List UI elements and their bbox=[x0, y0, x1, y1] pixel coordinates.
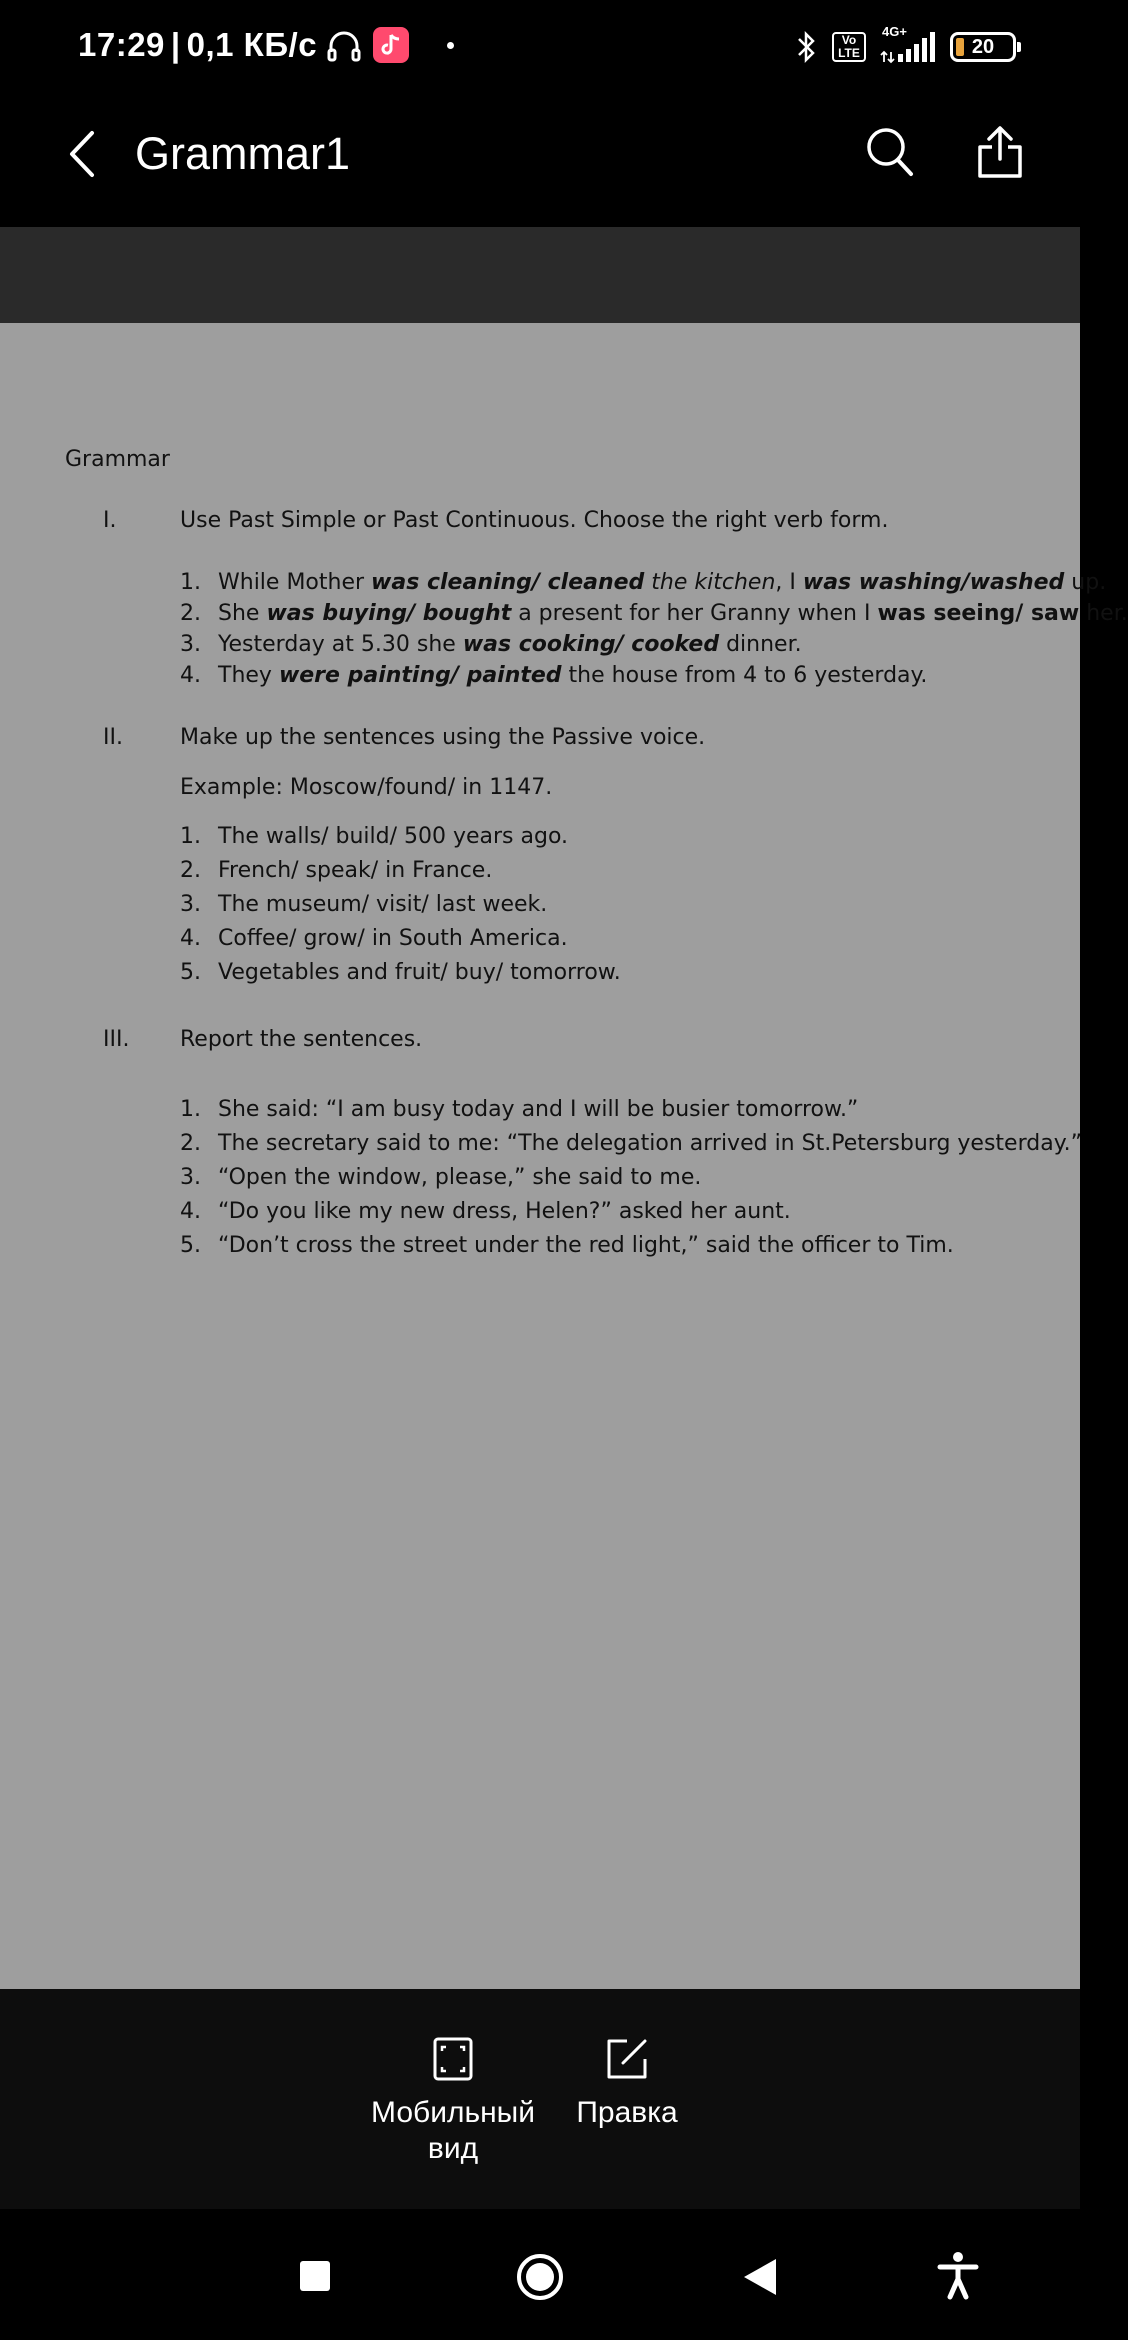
list-item: 3. Yesterday at 5.30 she was cooking/ cooked dinner. bbox=[180, 632, 802, 657]
battery-level: 20 bbox=[971, 35, 995, 58]
list-item: 2. She was buying/ bought a present for her Granny when I was seeing/ saw her. bbox=[180, 601, 1128, 626]
edit-label: Правка bbox=[576, 2096, 678, 2129]
list-item: 4. Coffee/ grow/ in South America. bbox=[180, 926, 568, 951]
bluetooth-icon bbox=[796, 30, 818, 64]
headphones-icon bbox=[325, 26, 363, 64]
list-item: 2. The secretary said to me: “The delegation arrived in St.Petersburg yesterday.” bbox=[180, 1131, 1082, 1156]
status-left bbox=[78, 26, 454, 64]
document-page[interactable] bbox=[0, 323, 1128, 1989]
list-item: 1. While Mother was cleaning/ cleaned the kitchen, I was washing/washed up. bbox=[180, 570, 1107, 595]
search-icon bbox=[865, 126, 915, 178]
section-example: Example: Moscow/found/ in 1147. bbox=[180, 775, 553, 800]
list-item: 1. She said: “I am busy today and I will be busier tomorrow.” bbox=[180, 1097, 859, 1122]
accessibility-icon[interactable] bbox=[936, 2251, 980, 2301]
expand-frame-icon bbox=[431, 2037, 475, 2081]
status-time: 17:29 bbox=[78, 26, 165, 63]
search-button[interactable] bbox=[860, 120, 920, 184]
list-item: 3. “Open the window, please,” she said to me. bbox=[180, 1165, 702, 1190]
system-nav-bar bbox=[0, 2209, 1080, 2340]
list-item: 5. “Don’t cross the street under the red light,” said the officer to Tim. bbox=[180, 1233, 954, 1258]
recent-apps-button[interactable] bbox=[300, 2261, 330, 2291]
app-bar bbox=[0, 100, 1080, 227]
section-number: II. bbox=[103, 725, 123, 750]
battery-icon bbox=[950, 32, 1016, 62]
back-button[interactable] bbox=[52, 124, 112, 184]
section-number: III. bbox=[103, 1027, 130, 1052]
mobile-view-label-line1: Мобильный bbox=[371, 2096, 535, 2129]
list-item: 4. “Do you like my new dress, Helen?” asked her aunt. bbox=[180, 1199, 791, 1224]
document-heading: Grammar bbox=[65, 447, 170, 472]
volte-icon: Vo LTE bbox=[832, 32, 866, 62]
toolbar-strip bbox=[0, 227, 1080, 323]
section-instruction: Use Past Simple or Past Continuous. Choose the right verb form. bbox=[180, 508, 889, 533]
nav-back-button[interactable] bbox=[742, 2257, 778, 2297]
status-speed: 0,1 КБ/с bbox=[186, 26, 318, 63]
section-instruction: Report the sentences. bbox=[180, 1027, 423, 1052]
edit-button[interactable] bbox=[566, 2037, 688, 2131]
share-icon bbox=[976, 125, 1024, 179]
list-item: 1. The walls/ build/ 500 years ago. bbox=[180, 824, 569, 849]
section-1-list bbox=[180, 567, 1128, 691]
status-separator: | bbox=[170, 26, 181, 63]
section-number: I. bbox=[103, 508, 117, 533]
music-app-icon bbox=[373, 27, 409, 63]
chevron-left-icon bbox=[66, 129, 98, 179]
share-button[interactable] bbox=[968, 120, 1032, 184]
edit-icon bbox=[605, 2037, 649, 2081]
network-type: 4G+ bbox=[882, 24, 907, 39]
notification-dot bbox=[447, 42, 454, 49]
home-button[interactable] bbox=[516, 2253, 564, 2301]
status-right bbox=[796, 24, 1016, 64]
section-instruction: Make up the sentences using the Passive voice. bbox=[180, 725, 706, 750]
section-3-list bbox=[180, 1093, 1082, 1263]
bottom-action-bar bbox=[0, 1989, 1080, 2209]
signal-icon bbox=[880, 24, 936, 64]
list-item: 5. Vegetables and fruit/ buy/ tomorrow. bbox=[180, 960, 621, 985]
list-item: 2. French/ speak/ in France. bbox=[180, 858, 493, 883]
mobile-view-button[interactable] bbox=[362, 2037, 544, 2167]
status-bar bbox=[0, 0, 1080, 100]
mobile-view-label-line2: вид bbox=[427, 2132, 479, 2165]
list-item: 3. The museum/ visit/ last week. bbox=[180, 892, 548, 917]
section-2-list bbox=[180, 820, 621, 990]
document-title: Grammar1 bbox=[135, 128, 351, 179]
list-item: 4. They were painting/ painted the house from 4 to 6 yesterday. bbox=[180, 663, 928, 688]
